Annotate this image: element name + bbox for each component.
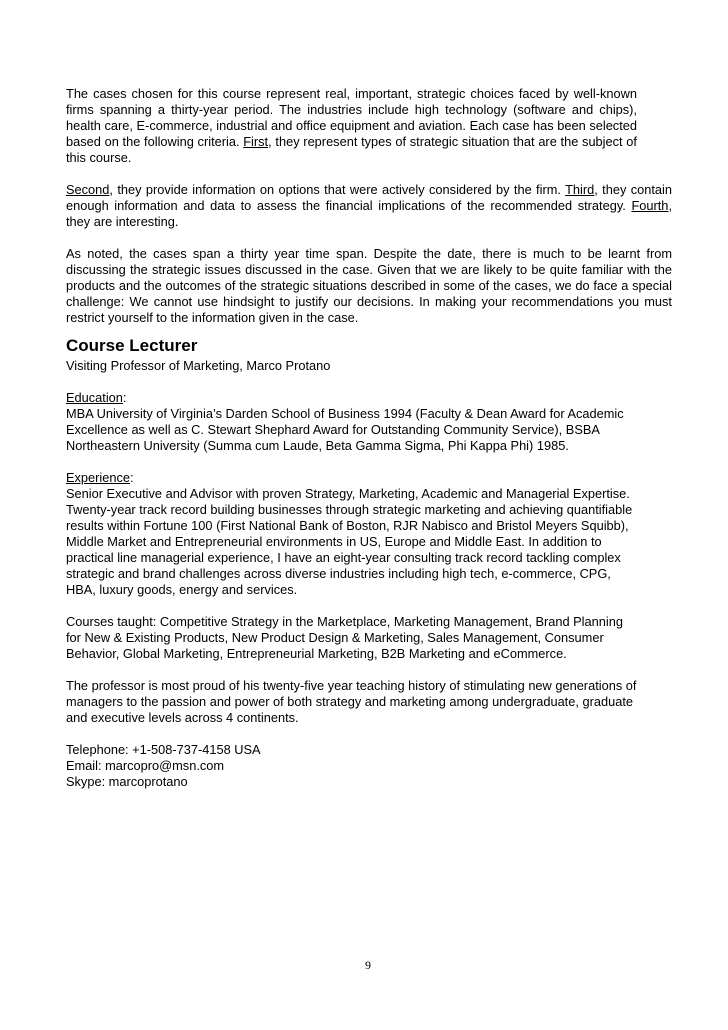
third-criterion-label: Third [565, 182, 595, 197]
telephone-line: Telephone: +1-508-737-4158 USA [66, 742, 261, 757]
experience-body: Senior Executive and Advisor with proven Strategy, Marketing, Academic and Managerial Expertise. Twenty-year track record building businesses through strategic marketing and achieving quantifiable results within Fortune 100 (First National Bank of Boston, RJR Nabisco and Bristol Meyers Squibb), Middle Market and Entrepreneurial environments in US, Europe and Middle East. In addition to practical line managerial experience, I have an eight-year consulting track record tackling complex strategic and brand challenges across diverse industries including high tech, e-commerce, CPG, HBA, luxury goods, energy and services. [66, 486, 633, 597]
criteria-text-a: , they provide information on options that were actively considered by the firm. [109, 182, 566, 197]
time-span-paragraph: As noted, the cases span a thirty year time span. Despite the date, there is much to be learnt from discussing the strategic issues discussed in the case. Given that we are likely to be quite familiar with the products and the outcomes of the strategic situations described in some of the cases, we do face a special challenge: We cannot use hindsight to justify our decisions. In making your recommendations you must restrict yourself to the information given in the case. [66, 246, 672, 325]
page-number: 9 [365, 958, 371, 972]
lecturer-name-line: Visiting Professor of Marketing, Marco Protano [66, 358, 331, 373]
fourth-criterion-label: Fourth [631, 198, 669, 213]
education-label: Education [66, 390, 123, 405]
cases-intro-text-end: , they represent types of strategic situation that are the subject of this course. [66, 134, 637, 165]
education-colon: : [122, 390, 127, 405]
experience-colon: : [130, 470, 134, 485]
first-criterion-label: First [243, 134, 269, 149]
course-lecturer-heading: Course Lecturer [66, 336, 198, 355]
experience-label-line [66, 470, 686, 486]
email-line: Email: marcopro@msn.com [66, 758, 225, 773]
education-body: MBA University of Virginia’s Darden School of Business 1994 (Faculty & Dean Award for Academic Excellence as well as C. Stewart Shephard Award for Outstanding Community Service), BSBA Northeastern University (Summa cum Laude, Beta Gamma Sigma, Phi Kappa Phi) 1985. [66, 406, 624, 453]
second-criterion-label: Second [66, 182, 110, 197]
criteria-paragraph [66, 182, 672, 230]
teaching-history-paragraph: The professor is most proud of his twenty-five year teaching history of stimulating new generations of managers to the passion and power of both strategy and marketing among undergraduate, graduate and executive levels across 4 continents. [66, 678, 637, 725]
criteria-text-b: , they contain enough information and data to assess the financial implications of the recommended strategy. [66, 182, 673, 213]
courses-taught-paragraph: Courses taught: Competitive Strategy in the Marketplace, Marketing Management, Brand Planning for New & Existing Products, New Product Design & Marketing, Sales Management, Consumer Behavior, Global Marketing, Entrepreneurial Marketing, B2B Marketing and eCommerce. [66, 614, 623, 661]
education-label-line [66, 390, 686, 406]
experience-label: Experience [66, 470, 131, 485]
cases-intro-paragraph [66, 86, 637, 166]
skype-line: Skype: marcoprotano [66, 774, 188, 789]
cases-intro-text: The cases chosen for this course represent real, important, strategic choices faced by well-known firms spanning a thirty-year period. The industries include high technology (software and chips), health care, E-commerce, industrial and office equipment and aviation. Each case has been selected based on the following criteria. [66, 86, 637, 149]
criteria-text-c: , they are interesting. [66, 198, 672, 229]
